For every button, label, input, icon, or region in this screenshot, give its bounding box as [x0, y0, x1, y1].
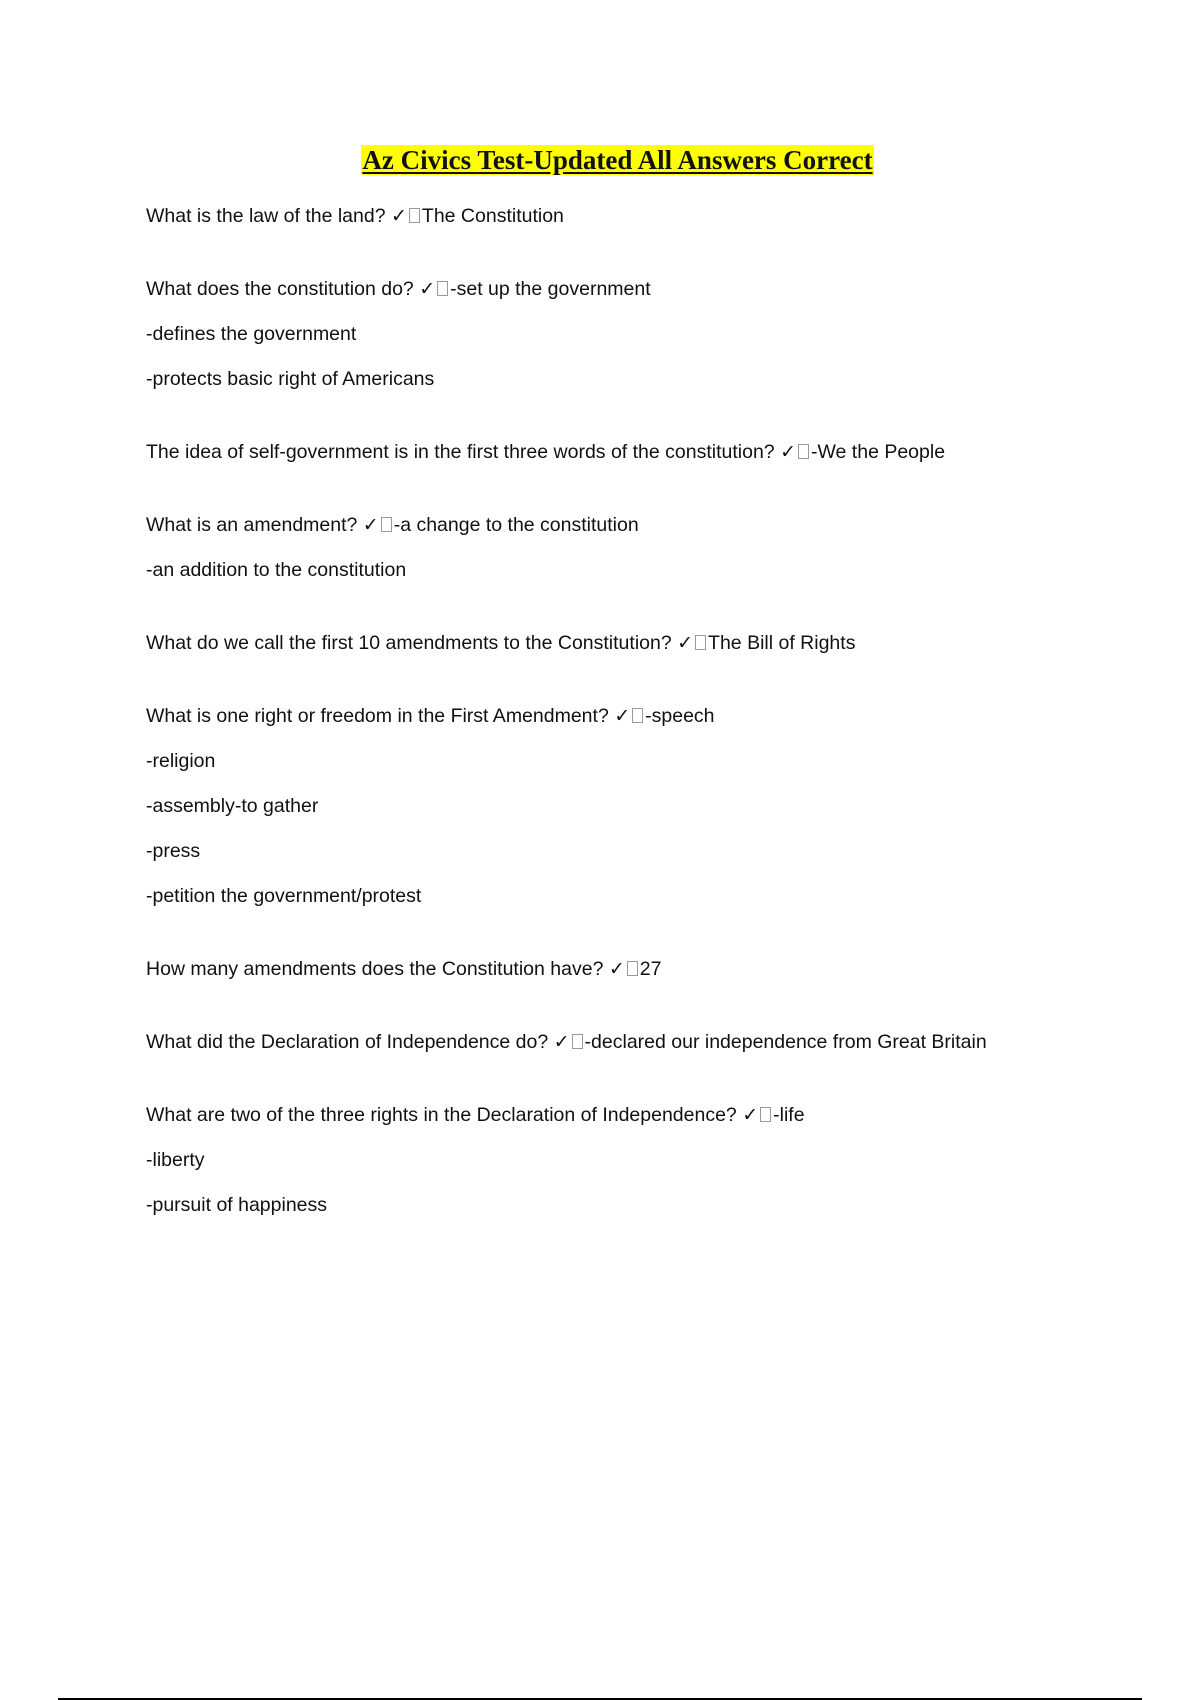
answer-text: -speech	[645, 705, 715, 727]
qa-item	[146, 1030, 1156, 1054]
document-title-text: Az Civics Test-Updated All Answers Correct	[362, 145, 873, 175]
box-glyph-icon	[572, 1034, 583, 1049]
question-text: What does the constitution do?	[146, 278, 414, 300]
question-text: How many amendments does the Constitution have?	[146, 958, 604, 980]
question-text: What is one right or freedom in the First Amendment?	[146, 705, 609, 727]
answer-text: -a change to the constitution	[393, 514, 639, 536]
question-line	[146, 631, 1156, 655]
check-mark-icon: ✓	[362, 514, 379, 536]
check-mark-icon: ✓	[553, 1031, 570, 1053]
answer-text: The Bill of Rights	[708, 632, 856, 654]
answer-extra-line: -liberty	[146, 1149, 205, 1171]
answer-extra-line: -pursuit of happiness	[146, 1194, 328, 1216]
qa-item	[146, 204, 1156, 228]
box-glyph-icon	[760, 1107, 771, 1122]
answer-extra-line: -an addition to the constitution	[146, 559, 407, 581]
answer-extra-line: -assembly-to gather	[146, 795, 319, 817]
answer-extra-line: -religion	[146, 750, 216, 772]
check-mark-icon: ✓	[419, 278, 436, 300]
box-glyph-icon	[409, 208, 420, 223]
document-title	[0, 142, 1200, 178]
question-line	[146, 513, 1156, 537]
qa-item	[146, 277, 1156, 391]
question-text: The idea of self-government is in the first three words of the constitution?	[146, 441, 775, 463]
question-text: What is an amendment?	[146, 514, 358, 536]
answer-text: 27	[639, 958, 662, 980]
answer-extra-line: -defines the government	[146, 323, 357, 345]
qa-item	[146, 1103, 1156, 1217]
question-text: What did the Declaration of Independence do?	[146, 1031, 549, 1053]
question-text: What do we call the first 10 amendments to the Constitution?	[146, 632, 672, 654]
answer-extra-line: -petition the government/protest	[146, 885, 422, 907]
qa-item	[146, 631, 1156, 655]
qa-item	[146, 440, 1156, 464]
box-glyph-icon	[632, 708, 643, 723]
box-glyph-icon	[798, 444, 809, 459]
answer-text: -We the People	[811, 441, 946, 463]
answer-text: -declared our independence from Great Britain	[584, 1031, 987, 1053]
question-line	[146, 704, 1156, 728]
answer-text: The Constitution	[421, 205, 564, 227]
answer-text: -set up the government	[450, 278, 651, 300]
qa-item	[146, 957, 1156, 981]
question-line	[146, 1103, 1156, 1127]
answer-extra-line: -press	[146, 840, 201, 862]
box-glyph-icon	[437, 281, 448, 296]
check-mark-icon: ✓	[608, 958, 625, 980]
answer-text: -life	[773, 1104, 805, 1126]
question-line	[146, 277, 1156, 301]
qa-item	[146, 513, 1156, 582]
question-line	[146, 440, 1156, 464]
check-mark-icon: ✓	[390, 205, 407, 227]
box-glyph-icon	[695, 635, 706, 650]
question-line	[146, 957, 1156, 981]
check-mark-icon: ✓	[780, 441, 796, 463]
check-mark-icon: ✓	[742, 1104, 759, 1126]
box-glyph-icon	[627, 961, 638, 976]
question-line	[146, 1030, 1156, 1054]
check-mark-icon: ✓	[677, 632, 694, 654]
question-text: What is the law of the land?	[146, 205, 386, 227]
answer-extra-line: -protects basic right of Americans	[146, 368, 435, 390]
qa-list	[146, 204, 1156, 1266]
question-line	[146, 204, 1156, 228]
check-mark-icon: ✓	[614, 705, 631, 727]
qa-item	[146, 704, 1156, 908]
question-text: What are two of the three rights in the Declaration of Independence?	[146, 1104, 737, 1126]
box-glyph-icon	[381, 517, 392, 532]
